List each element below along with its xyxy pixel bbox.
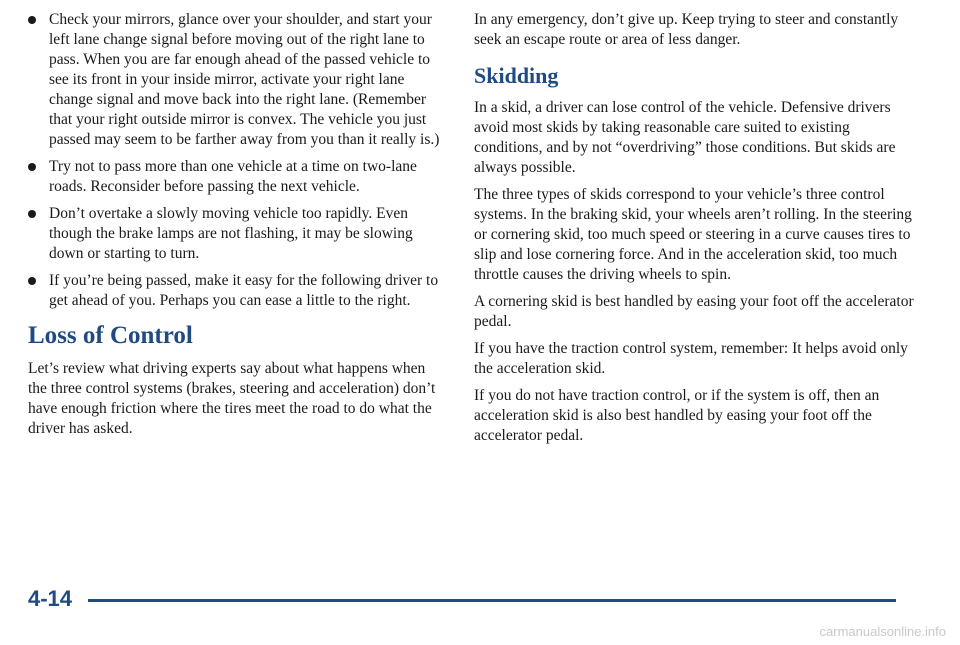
list-item <box>28 271 448 311</box>
bullet-icon <box>28 16 36 24</box>
skid-types-paragraph: The three types of skids correspond to your vehicle’s three control systems. In the braking skid, your wheels aren’t rolling. In the steering or cornering skid, too much speed or steering in a curve causes tires to slip and lose cornering force. And in the acceleration skid, too much throttle causes the driving wheels to spin. <box>474 186 912 283</box>
list-item-text: If you’re being passed, make it easy for the following driver to get ahead of you. Perhaps you can ease a little to the right. <box>49 272 439 309</box>
acceleration-skid-paragraph: If you do not have traction control, or if the system is off, then an acceleration skid is also best handled by easing your foot off the accelerator pedal. <box>474 387 880 444</box>
watermark: carmanualsonline.info <box>819 624 946 639</box>
bullet-icon <box>28 210 36 218</box>
loss-of-control-paragraph: Let’s review what driving experts say about what happens when the three control systems (brakes, steering and acceleration) don’t have enough friction where the tires meet the road to do what the driver has asked. <box>28 360 436 437</box>
bullet-icon <box>28 277 36 285</box>
list-item <box>28 157 448 197</box>
list-item-text: Check your mirrors, glance over your shoulder, and start your left lane change signal before moving out of the right lane to pass. When you are far enough ahead of the passed vehicle to see its front in your inside mirror, activate your right lane change signal and move back into the right lane. (Remember that your right outside mirror is convex. The vehicle you just passed may seem to be farther away from you than it really is.) <box>49 11 440 148</box>
page-number: 4-14 <box>28 586 73 611</box>
page-footer <box>28 586 896 616</box>
traction-control-paragraph: If you have the traction control system, remember: It helps avoid only the acceleration skid. <box>474 340 908 377</box>
bullet-icon <box>28 163 36 171</box>
list-item-text: Don’t overtake a slowly moving vehicle too rapidly. Even though the brake lamps are not flashing, it may be slowing down or starting to turn. <box>49 205 413 262</box>
list-item-text: Try not to pass more than one vehicle at a time on two-lane roads. Reconsider before passing the next vehicle. <box>49 158 417 195</box>
emergency-paragraph: In any emergency, don’t give up. Keep trying to steer and constantly seek an escape route or area of less danger. <box>474 11 899 48</box>
passing-tips-list <box>28 10 448 311</box>
list-item <box>28 10 448 150</box>
skidding-paragraph: In a skid, a driver can lose control of the vehicle. Defensive drivers avoid most skids by taking reasonable care suited to existing conditions, and by not “overdriving” those conditions. But skids are always possible. <box>474 99 896 176</box>
list-item <box>28 204 448 264</box>
skidding-heading: Skidding <box>474 63 559 88</box>
loss-of-control-heading: Loss of Control <box>28 322 193 349</box>
footer-rule <box>88 599 896 602</box>
right-column <box>474 10 914 453</box>
cornering-skid-paragraph: A cornering skid is best handled by easing your foot off the accelerator pedal. <box>474 293 914 330</box>
left-column <box>28 10 448 446</box>
